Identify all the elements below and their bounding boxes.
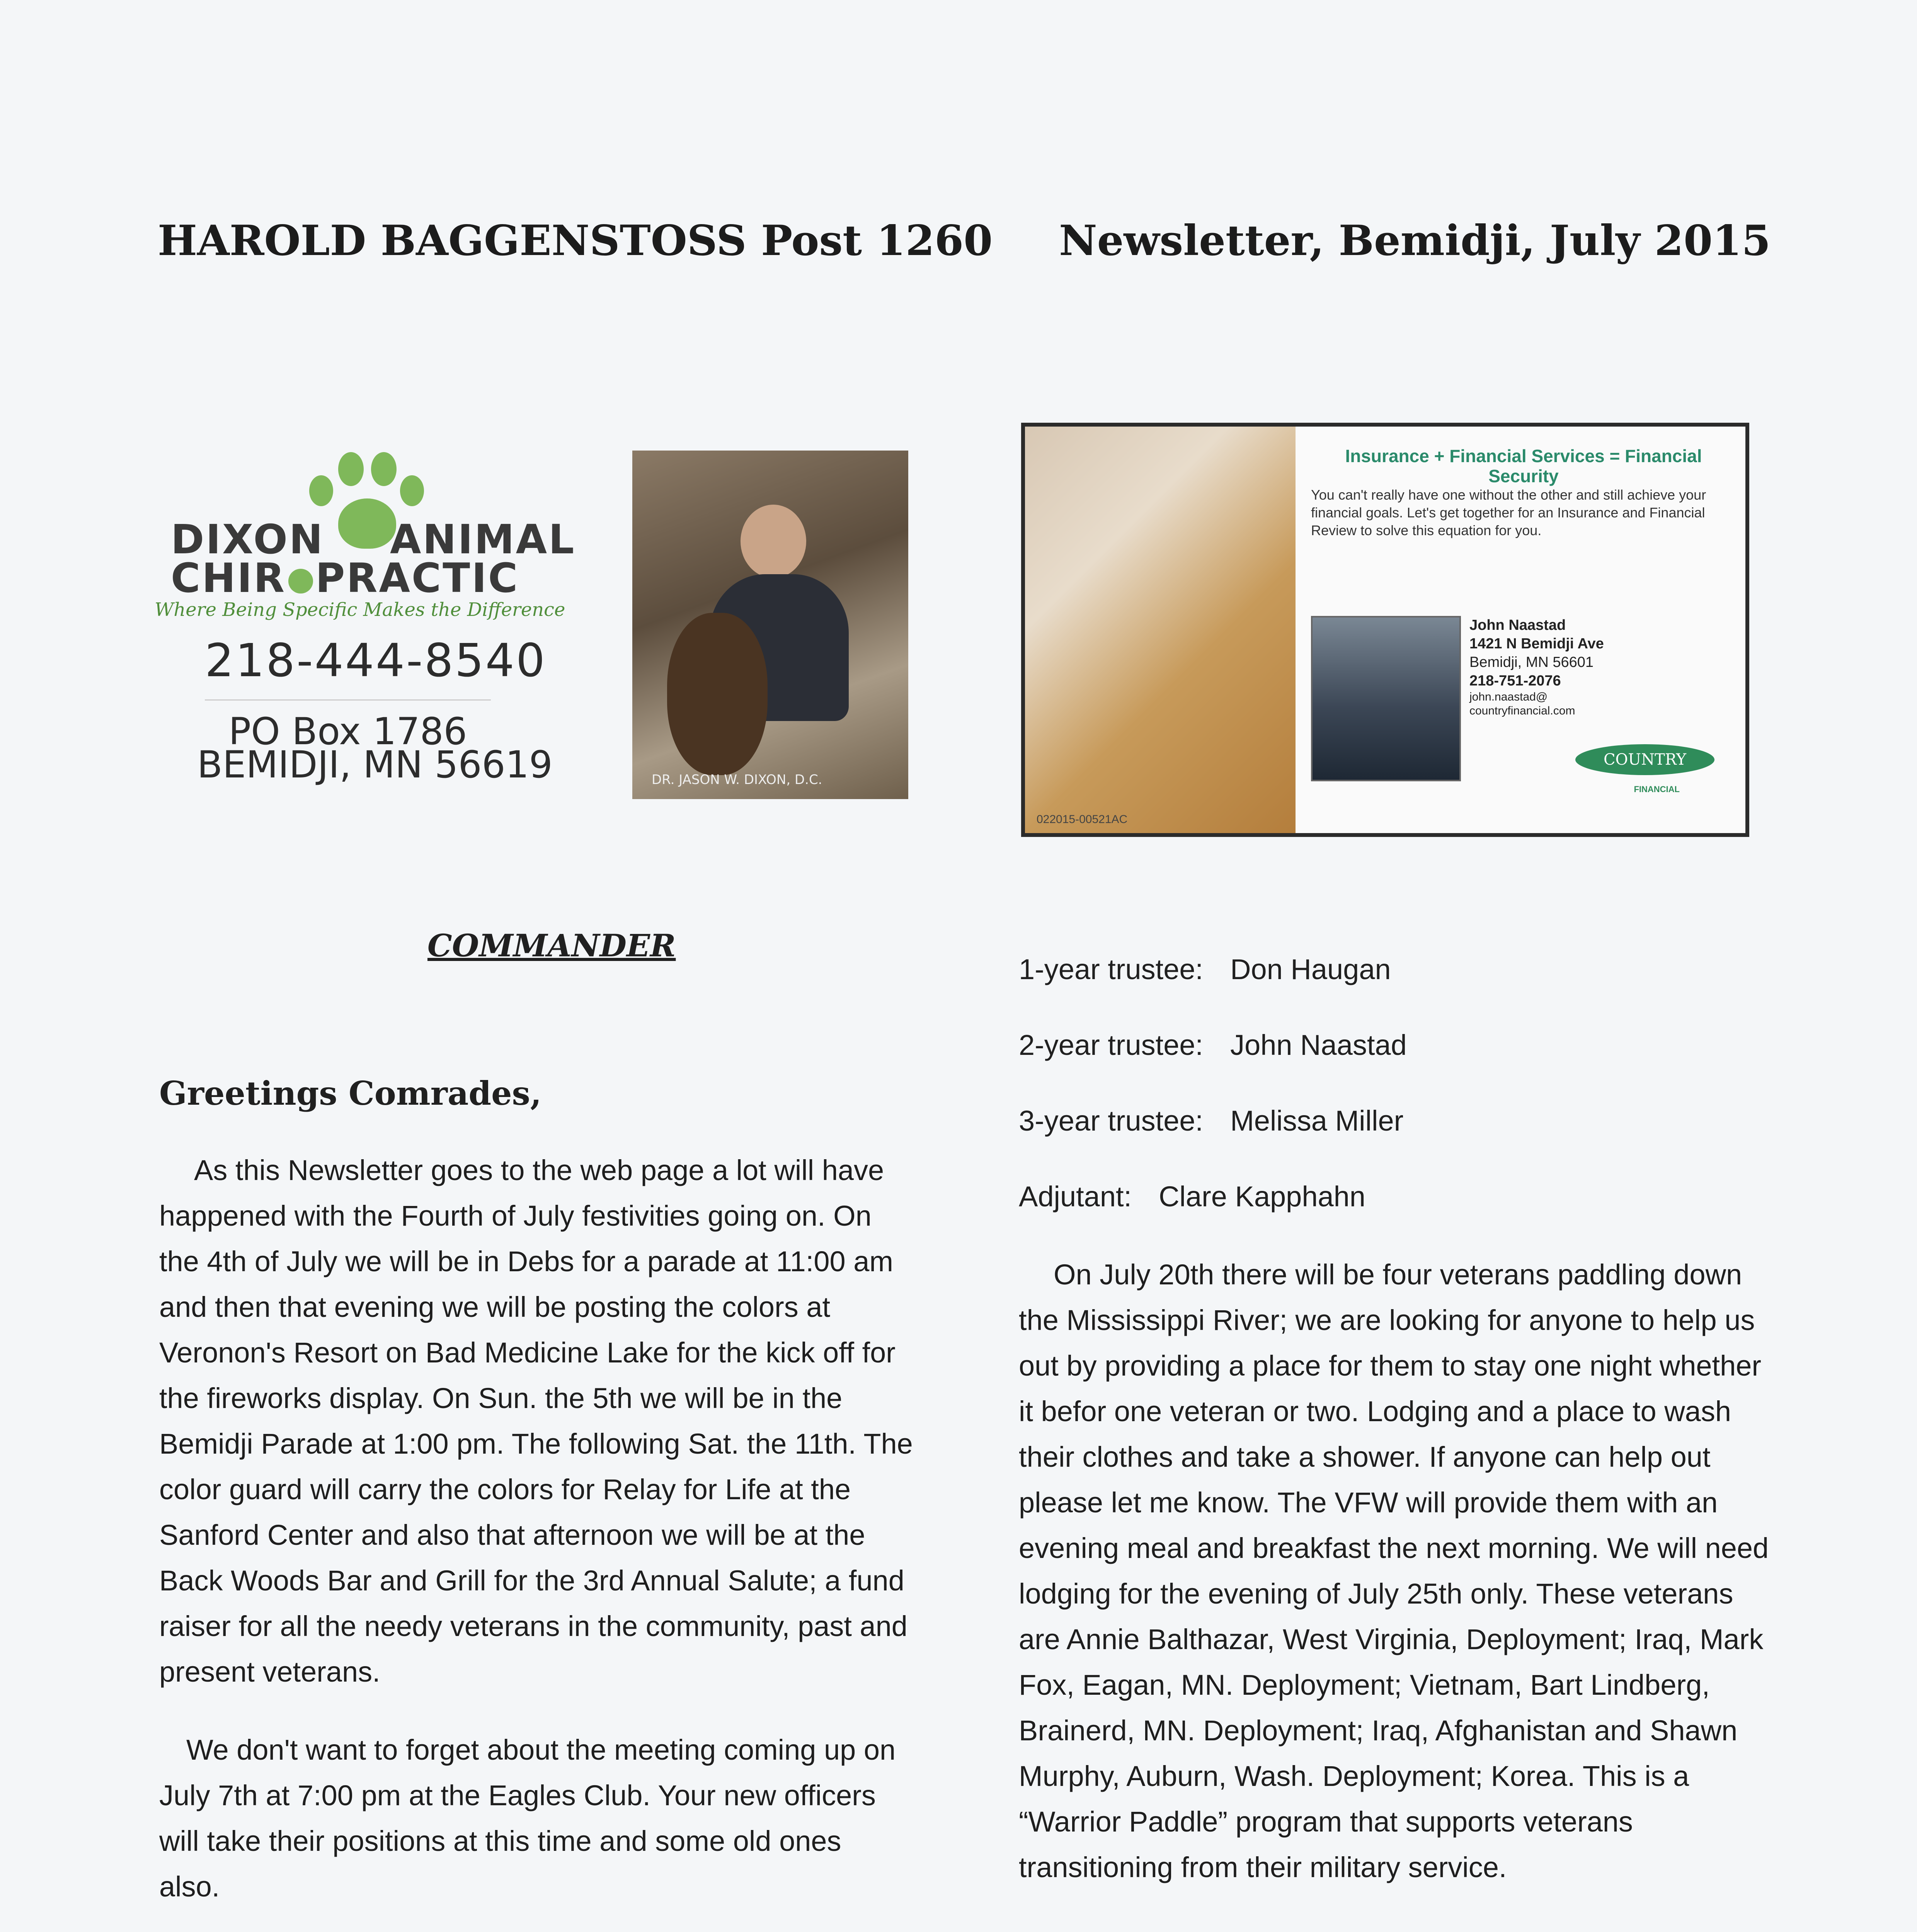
officer-adjutant <box>1019 1180 1365 1213</box>
paddle-paragraph-text: On July 20th there will be four veterans paddling down the Mississippi River; we are looking for anyone to help us out by providing a place for them to stay one night whether it befor one veteran or two. Lodging and a place to wash their clothes and take a shower. If anyone can help out please let me know. The VFW will provide them with an evening meal and breakfast the next morning. We will need lodging for the evening of July 25th only. These veterans are Annie Balthazar, West Virginia, Deployment; Iraq, Mark Fox, Eagan, MN. Deployment; Vietnam, Bart Lindberg, Brainerd, MN. Deployment; Iraq, Afghanistan and Shawn Murphy, Auburn, Wash. Deployment; Korea. This is a “Warrior Paddle” program that supports veterans transitioning from their military service. <box>1019 1259 1769 1883</box>
country-financial-logo: COUNTRY <box>1575 744 1714 775</box>
dixon-name-part-2: ANIMAL <box>390 516 576 563</box>
agent-address: 1421 N Bemidji Ave <box>1469 636 1604 652</box>
insurance-ad <box>1021 423 1749 837</box>
agent-email-2: countryfinancial.com <box>1469 704 1575 717</box>
officer-3-year-trustee <box>1019 1104 1403 1137</box>
commander-para-1-text: As this Newsletter goes to the web page a lot will have happened with the Fourth of July festivities going on. On the 4th of July we will be in Debs for a parade at 11:00 am and then that evening we will be posting the colors at Veronon's Resort on Bad Medicine Lake for the kick off for the fireworks display. On Sun. the 5th we will be in the Bemidji Parade at 1:00 pm. The following Sat. the 11th. The color guard will carry the colors for Relay for Life at the Sanford Center and also that afternoon we will be at the Back Woods Bar and Grill for the 3rd Annual Salute; a fund raiser for all the needy veterans in the community, past and present veterans. <box>159 1154 913 1688</box>
officer-role: 2-year trustee: <box>1019 1029 1204 1061</box>
photo-caption: DR. JASON W. DIXON, D.C. <box>652 772 822 787</box>
dixon-chiropractic-ad <box>155 437 595 804</box>
greeting: Greetings Comrades, <box>159 1074 542 1112</box>
officer-role: 1-year trustee: <box>1019 953 1204 985</box>
insurance-ad-body: You can't really have one without the other and still achieve your financial goals. Let's get together for an Insurance and Financial Review to solve this equation for you. <box>1311 487 1706 538</box>
agent-city: Bemidji, MN 56601 <box>1469 654 1594 670</box>
country-financial-logo-sub: FINANCIAL <box>1634 784 1680 794</box>
dixon-name-part-1: DIXON <box>171 516 324 563</box>
agent-name: John Naastad <box>1469 617 1566 633</box>
insurance-ad-title: Insurance + Financial Services = Financial Security <box>1345 446 1702 486</box>
agent-phone: 218-751-2076 <box>1469 673 1561 689</box>
officer-1-year-trustee <box>1019 953 1391 986</box>
chiropractic-part-2: PRACTIC <box>315 554 519 602</box>
spine-o-icon <box>288 569 313 594</box>
officer-role: Adjutant: <box>1019 1180 1132 1213</box>
ad-code: 022015-00521AC <box>1037 813 1128 826</box>
dixon-address-line-1: PO Box 1786 <box>228 710 467 753</box>
officer-name: Melissa Miller <box>1230 1105 1404 1137</box>
newsletter-post-title: HAROLD BAGGENSTOSS Post 1260 <box>158 216 993 265</box>
paddle-paragraph <box>1019 1252 1772 1890</box>
dixon-tagline: Where Being Specific Makes the Difference <box>155 599 565 621</box>
officer-name: John Naastad <box>1230 1029 1407 1061</box>
commander-para-2-text: We don't want to forget about the meeting coming up on July 7th at 7:00 pm at the Eagles Club. Your new officers will take their positions at this time and some old ones also. <box>159 1734 896 1903</box>
newsletter-date-title: Newsletter, Bemidji, July 2015 <box>1059 216 1771 265</box>
officer-name: Don Haugan <box>1230 953 1391 985</box>
dixon-phone: 218-444-8540 <box>205 634 546 687</box>
officer-role: 3-year trustee: <box>1019 1105 1204 1137</box>
chiropractic-part-1: CHIR <box>171 554 286 602</box>
commander-paragraph-2 <box>159 1727 901 1910</box>
agent-email-1: john.naastad@ <box>1469 690 1548 703</box>
agent-headshot <box>1311 616 1461 781</box>
officer-2-year-trustee <box>1019 1029 1407 1061</box>
doctor-with-dog-photo <box>632 451 908 799</box>
family-with-dog-photo <box>1025 427 1296 833</box>
commander-section-title: COMMANDER <box>427 927 676 964</box>
dixon-address-line-2: BEMIDJI, MN 56619 <box>197 743 553 786</box>
officer-name: Clare Kapphahn <box>1159 1180 1365 1213</box>
commander-paragraph-1 <box>159 1148 917 1695</box>
